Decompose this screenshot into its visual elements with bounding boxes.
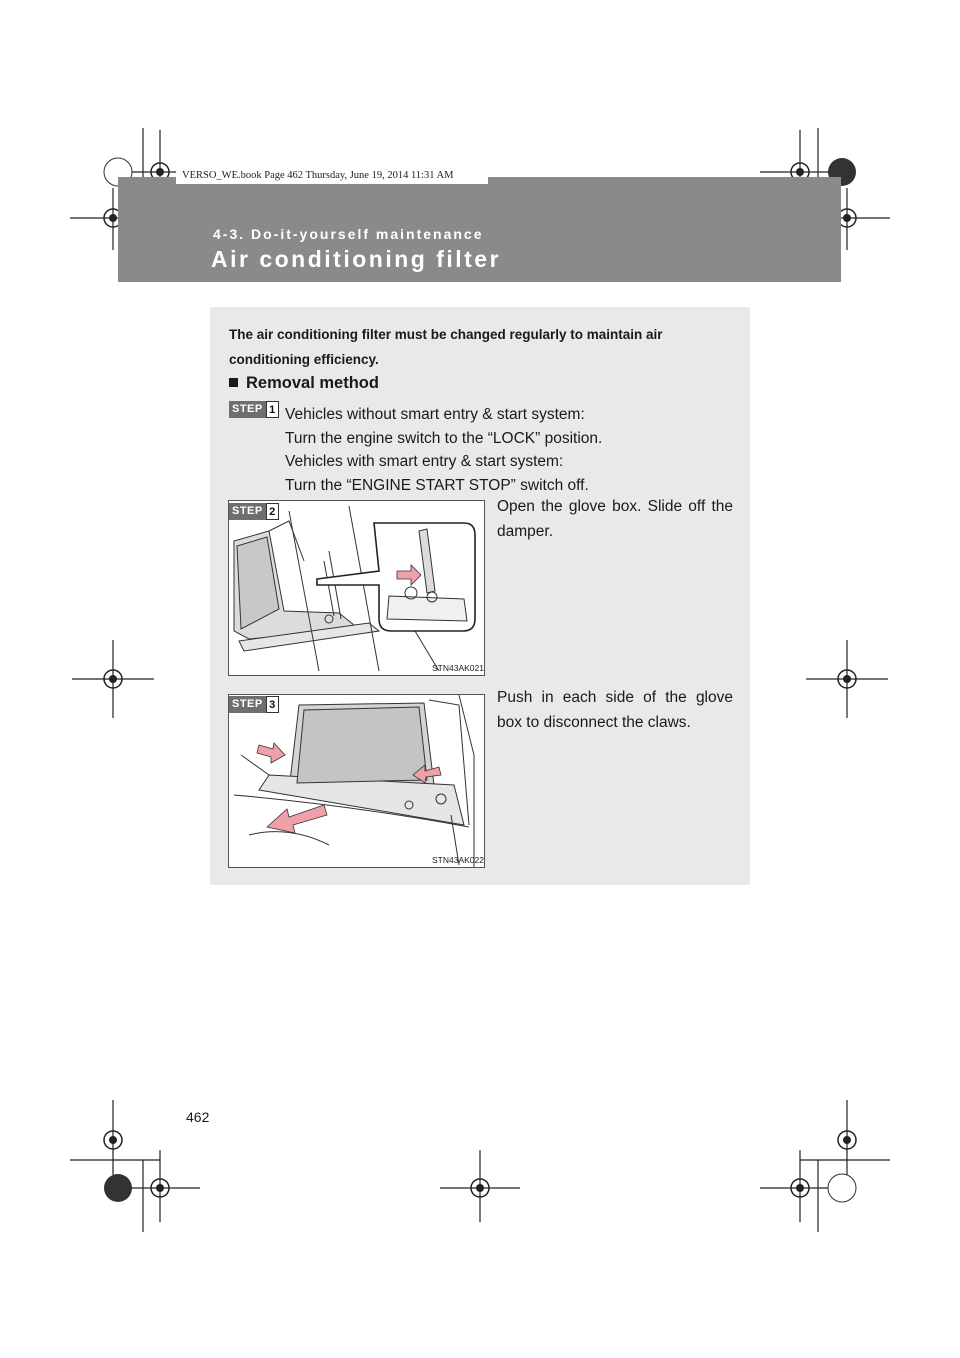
step-3-figure [228, 694, 485, 868]
step-1-text [285, 403, 725, 497]
figure-code: STN43AK022 [432, 855, 484, 865]
step-number: 1 [266, 401, 279, 418]
step-2-text: Open the glove box. Slide off the damper. [497, 498, 733, 540]
open-arrow [267, 805, 327, 833]
push-arrow-left [257, 743, 285, 763]
step-1-line: Vehicles without smart entry & start system: [285, 406, 585, 423]
intro-text: The air conditioning filter must be changed regularly to maintain air conditioning efficiency. [229, 327, 663, 367]
step-1-badge [229, 401, 279, 418]
step-word: STEP [229, 696, 266, 713]
step-1-line: Turn the “ENGINE START STOP” switch off. [285, 476, 589, 494]
glove-box-claws-illustration [229, 695, 484, 867]
step-1-line: Turn the engine switch to the “LOCK” position. [285, 429, 603, 447]
step-2-badge [229, 503, 279, 520]
step-1-line: Vehicles with smart entry & start system: [285, 453, 564, 470]
subheading [229, 374, 379, 393]
step-number: 3 [266, 696, 279, 713]
subheading-label: Removal method [246, 374, 379, 392]
page-number: 462 [186, 1109, 210, 1125]
step-3-badge [229, 696, 279, 713]
step-word: STEP [229, 503, 266, 520]
step-word: STEP [229, 401, 266, 418]
glove-box-damper-illustration [229, 501, 484, 675]
book-info-line: VERSO_WE.book Page 462 Thursday, June 19, 2014 11:31 AM [176, 167, 488, 184]
step-number: 2 [266, 503, 279, 520]
step-3-text: Push in each side of the glove box to disconnect the claws. [497, 689, 733, 731]
section-label: 4-3. Do-it-yourself maintenance [213, 226, 484, 242]
step-2-figure [228, 500, 485, 676]
figure-code: STN43AK021 [432, 663, 484, 673]
square-bullet-icon [229, 378, 238, 387]
page-title: Air conditioning filter [211, 246, 502, 272]
